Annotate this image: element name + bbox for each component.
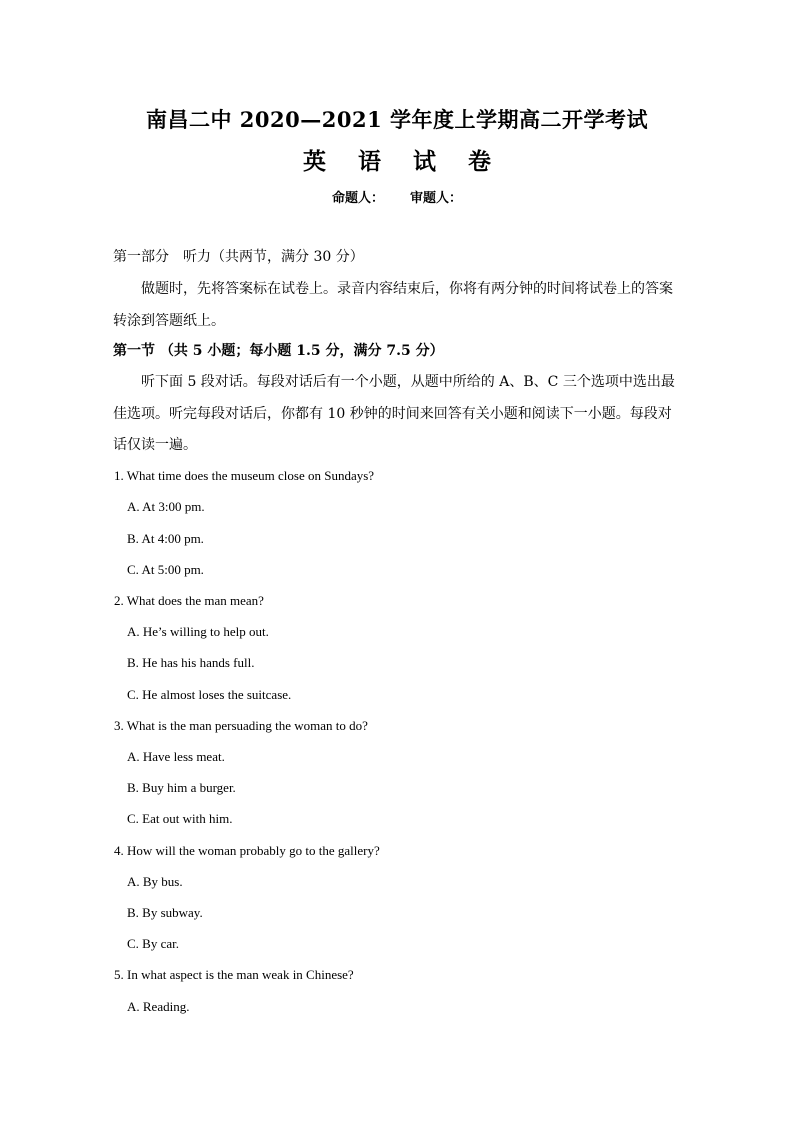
answer-option: A. By bus.	[127, 874, 183, 889]
exam-subtitle: 英 语 试 卷	[302, 148, 504, 175]
question-stem: 2. What does the man mean?	[114, 593, 264, 608]
authors-line	[0, 187, 794, 206]
part1-heading: 第一部分 听力（共两节，满分 30 分）	[113, 249, 364, 265]
answer-option: A. Reading.	[127, 999, 190, 1014]
answer-option: A. At 3:00 pm.	[127, 499, 205, 514]
question-stem: 3. What is the man persuading the woman to do?	[114, 718, 368, 733]
setter-label: 命题人：	[331, 191, 384, 206]
question-stem: 1. What time does the museum close on Sundays?	[114, 468, 375, 483]
answer-option: B. He has his hands full.	[127, 655, 255, 670]
part1-instruction: 做题时，先将答案标在试卷上。录音内容结束后，你将有两分钟的时间将试卷上的答案转涂到答题纸上。	[113, 281, 673, 329]
question-stem: 4. How will the woman probably go to the gallery?	[114, 843, 380, 858]
answer-option: A. He’s willing to help out.	[127, 624, 269, 639]
answer-option: C. He almost loses the suitcase.	[127, 687, 292, 702]
section1-instruction: 听下面 5 段对话。每段对话后有一个小题，从题中所给的 A、B、C 三个选项中选出最佳选项。听完每段对话后，你都有 10 秒钟的时间来回答有关小题和阅读下一小题。每段对话仅读一遍。	[113, 374, 675, 453]
section1-heading: 第一节 （共 5 小题；每小题 1.5 分，满分 7.5 分）	[113, 343, 444, 359]
answer-option: B. At 4:00 pm.	[127, 531, 204, 546]
answer-option: B. Buy him a burger.	[127, 780, 236, 795]
question-stem: 5. In what aspect is the man weak in Chinese?	[114, 967, 354, 982]
reviewer-label: 审题人：	[410, 191, 463, 206]
answer-option: C. Eat out with him.	[127, 811, 233, 826]
answer-option: A. Have less meat.	[127, 749, 225, 764]
answer-option: B. By subway.	[127, 905, 203, 920]
answer-option: C. At 5:00 pm.	[127, 562, 204, 577]
exam-title: 南昌二中 2020—2021 学年度上学期高二开学考试	[145, 107, 648, 132]
answer-option: C. By car.	[127, 936, 179, 951]
